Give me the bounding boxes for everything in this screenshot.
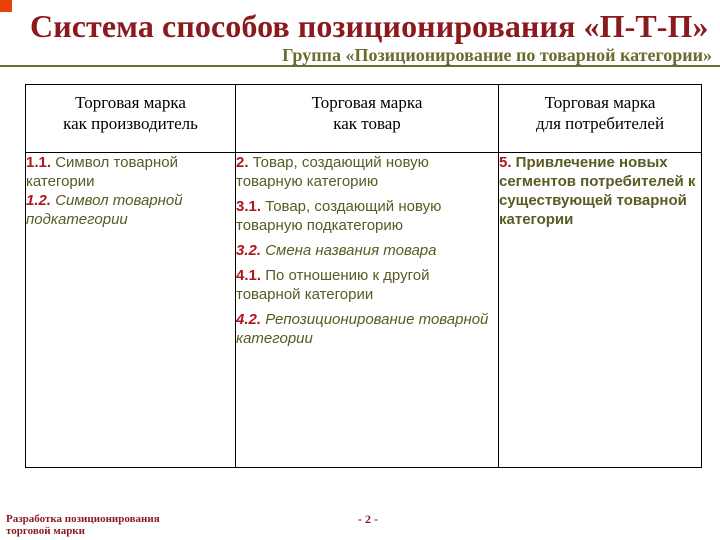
list-item: [236, 153, 498, 191]
item-number: 5.: [499, 154, 512, 171]
header-cell-consumers: [499, 85, 702, 153]
item-text: Репозиционирование товарной категории: [236, 311, 489, 347]
list-item: [236, 266, 498, 304]
header-line: Торговая марка: [311, 93, 423, 112]
item-number: 3.1.: [236, 198, 262, 215]
footer-line: Разработка позиционирования: [6, 513, 160, 525]
header-cell-producer: [26, 85, 236, 153]
item-number: 4.1.: [236, 267, 262, 284]
header-line: как производитель: [63, 114, 198, 133]
header-line: Торговая марка: [544, 93, 656, 112]
list-item: [499, 153, 701, 229]
page-number: - 2 -: [358, 512, 378, 526]
item-text: Символ товарной категории: [26, 154, 178, 190]
cell-producer-methods: [26, 153, 236, 468]
list-item: [26, 153, 235, 191]
header-cell-product: [236, 85, 499, 153]
footer-caption: [6, 513, 160, 537]
item-text: По отношению к другой товарной категории: [236, 267, 430, 303]
item-text: Привлечение новых сегментов потребителей к существующей товарной категории: [499, 154, 696, 228]
item-text: Смена названия товара: [261, 242, 437, 259]
list-item: [236, 197, 498, 235]
list-item: [236, 310, 498, 348]
item-number: 3.2.: [236, 242, 262, 259]
item-text: Товар, создающий новую товарную подкатегорию: [236, 198, 442, 234]
cell-consumer-methods: [499, 153, 702, 468]
footer-line: торговой марки: [6, 525, 85, 537]
header-line: как товар: [333, 114, 401, 133]
item-text: Символ товарной подкатегории: [26, 192, 183, 228]
slide-title: Система способов позиционирования «П-Т-П»: [30, 8, 709, 44]
list-item: [26, 191, 235, 229]
slide-subtitle: Группа «Позиционирование по товарной категории»: [282, 45, 712, 65]
table-header-row: [26, 85, 702, 153]
list-item: [236, 241, 498, 260]
item-number: 2.: [236, 154, 249, 171]
header-line: для потребителей: [535, 114, 665, 133]
item-number: 1.2.: [26, 192, 52, 209]
cell-product-methods: [236, 153, 499, 468]
item-number: 1.1.: [26, 154, 52, 171]
corner-accent-square: [0, 0, 12, 12]
header-line: Торговая марка: [75, 93, 186, 112]
positioning-matrix-table: [25, 84, 702, 468]
item-text: Товар, создающий новую товарную категорию: [236, 154, 429, 190]
table-row: [26, 153, 702, 468]
title-divider: [0, 65, 720, 67]
item-number: 4.2.: [236, 311, 262, 328]
